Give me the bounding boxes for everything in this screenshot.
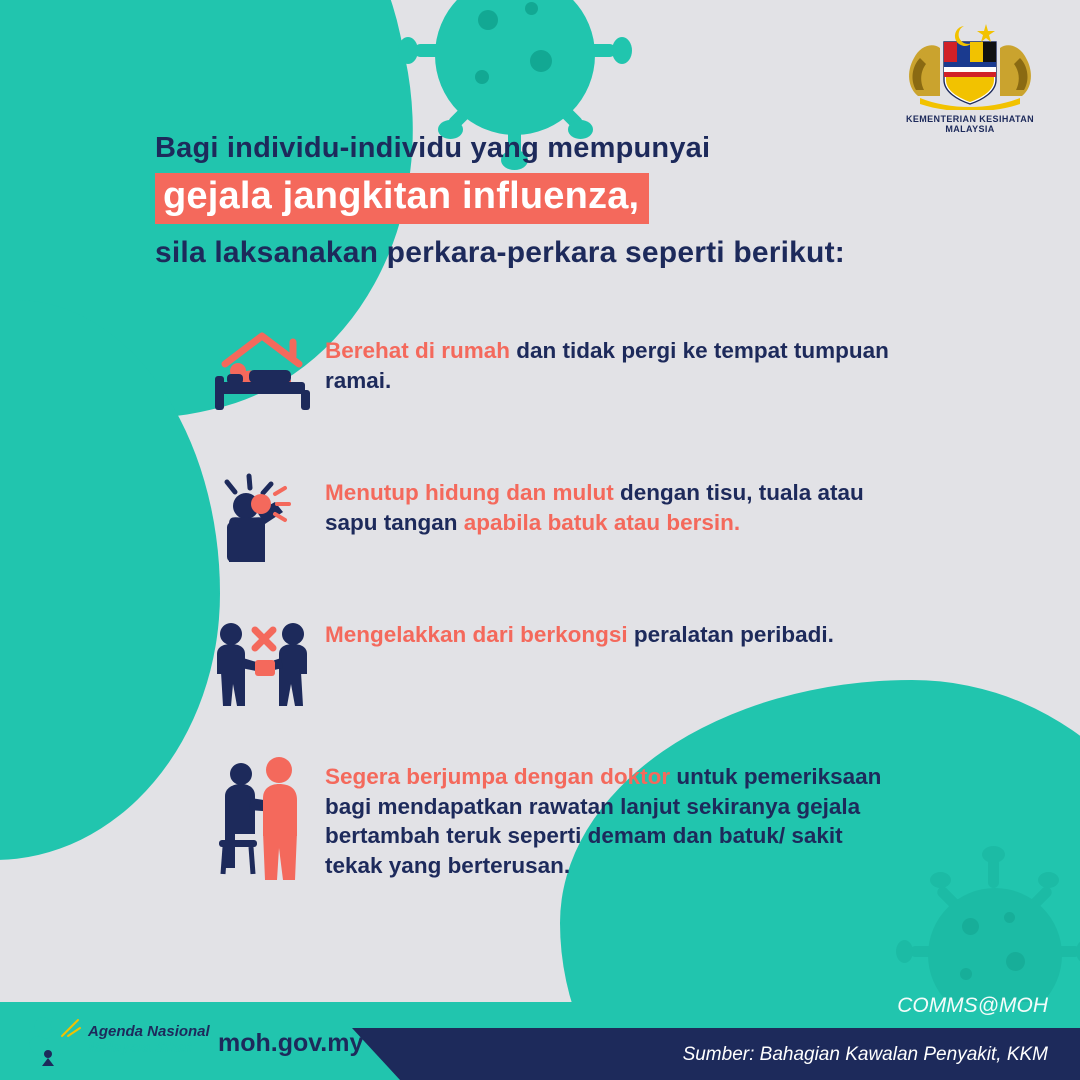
malaysia-coat-of-arms-icon [900,18,1040,110]
logo-line-1: Agenda Nasional [88,1023,210,1041]
headline-line-2-highlight: gejala jangkitan influenza, [155,173,649,224]
source-credit: Sumber: Bahagian Kawalan Penyakit, KKM [682,1044,1048,1065]
list-item [205,614,905,710]
list-item-text [325,756,905,881]
list-item-text-rest: peralatan peribadi. [627,622,834,647]
list-item [205,330,905,426]
list-item-text-highlight: Mengelakkan dari berkongsi [325,622,628,647]
comms-tag: COMMS@MOH [897,994,1048,1017]
crest-caption: KEMENTERIAN KESIHATAN MALAYSIA [905,114,1035,134]
list-item [205,472,905,568]
no-sharing-personal-items-icon [205,614,325,710]
doctor-examining-patient-icon [205,756,325,852]
advice-list [205,330,905,927]
hibiscus-flower-icon [28,1014,84,1066]
list-item-text-rest: dengan tisu, tuala atau sapu tangan [325,480,864,535]
list-item-text-highlight: Segera berjumpa dengan doktor [325,764,671,789]
list-item-text-rest: dan tidak pergi ke tempat tumpuan ramai. [325,338,889,393]
list-item-text [325,330,905,395]
list-item-text [325,614,834,650]
person-covering-nose-and-mouth-sneezing-icon [205,472,325,568]
ministry-crest [886,18,1054,134]
website-url[interactable]: moh.gov.my [218,1029,364,1057]
person-resting-in-bed-at-home-icon [205,330,325,426]
list-item-text-rest: untuk pemeriksaan bagi mendapatkan rawatan lanjut sekiranya gejala bertambah teruk seperti demam dan batuk/ sakit tekak yang berterusan. [325,764,882,879]
list-item-text-highlight-1: Menutup hidung dan mulut [325,480,614,505]
headline-line-3: sila laksanakan perkara-perkara seperti berikut: [155,235,845,269]
headline-block [155,132,1015,270]
agenda-nasional-logo [28,1014,210,1066]
list-item [205,756,905,881]
list-item-text-highlight: Berehat di rumah [325,338,511,363]
list-item-text-highlight-2: apabila batuk atau bersin. [463,509,741,535]
headline-line-1: Bagi individu-individu yang mempunyai [155,132,711,164]
logo-line-2: Malaysia Sihat [88,1039,192,1056]
list-item-text [325,472,905,537]
